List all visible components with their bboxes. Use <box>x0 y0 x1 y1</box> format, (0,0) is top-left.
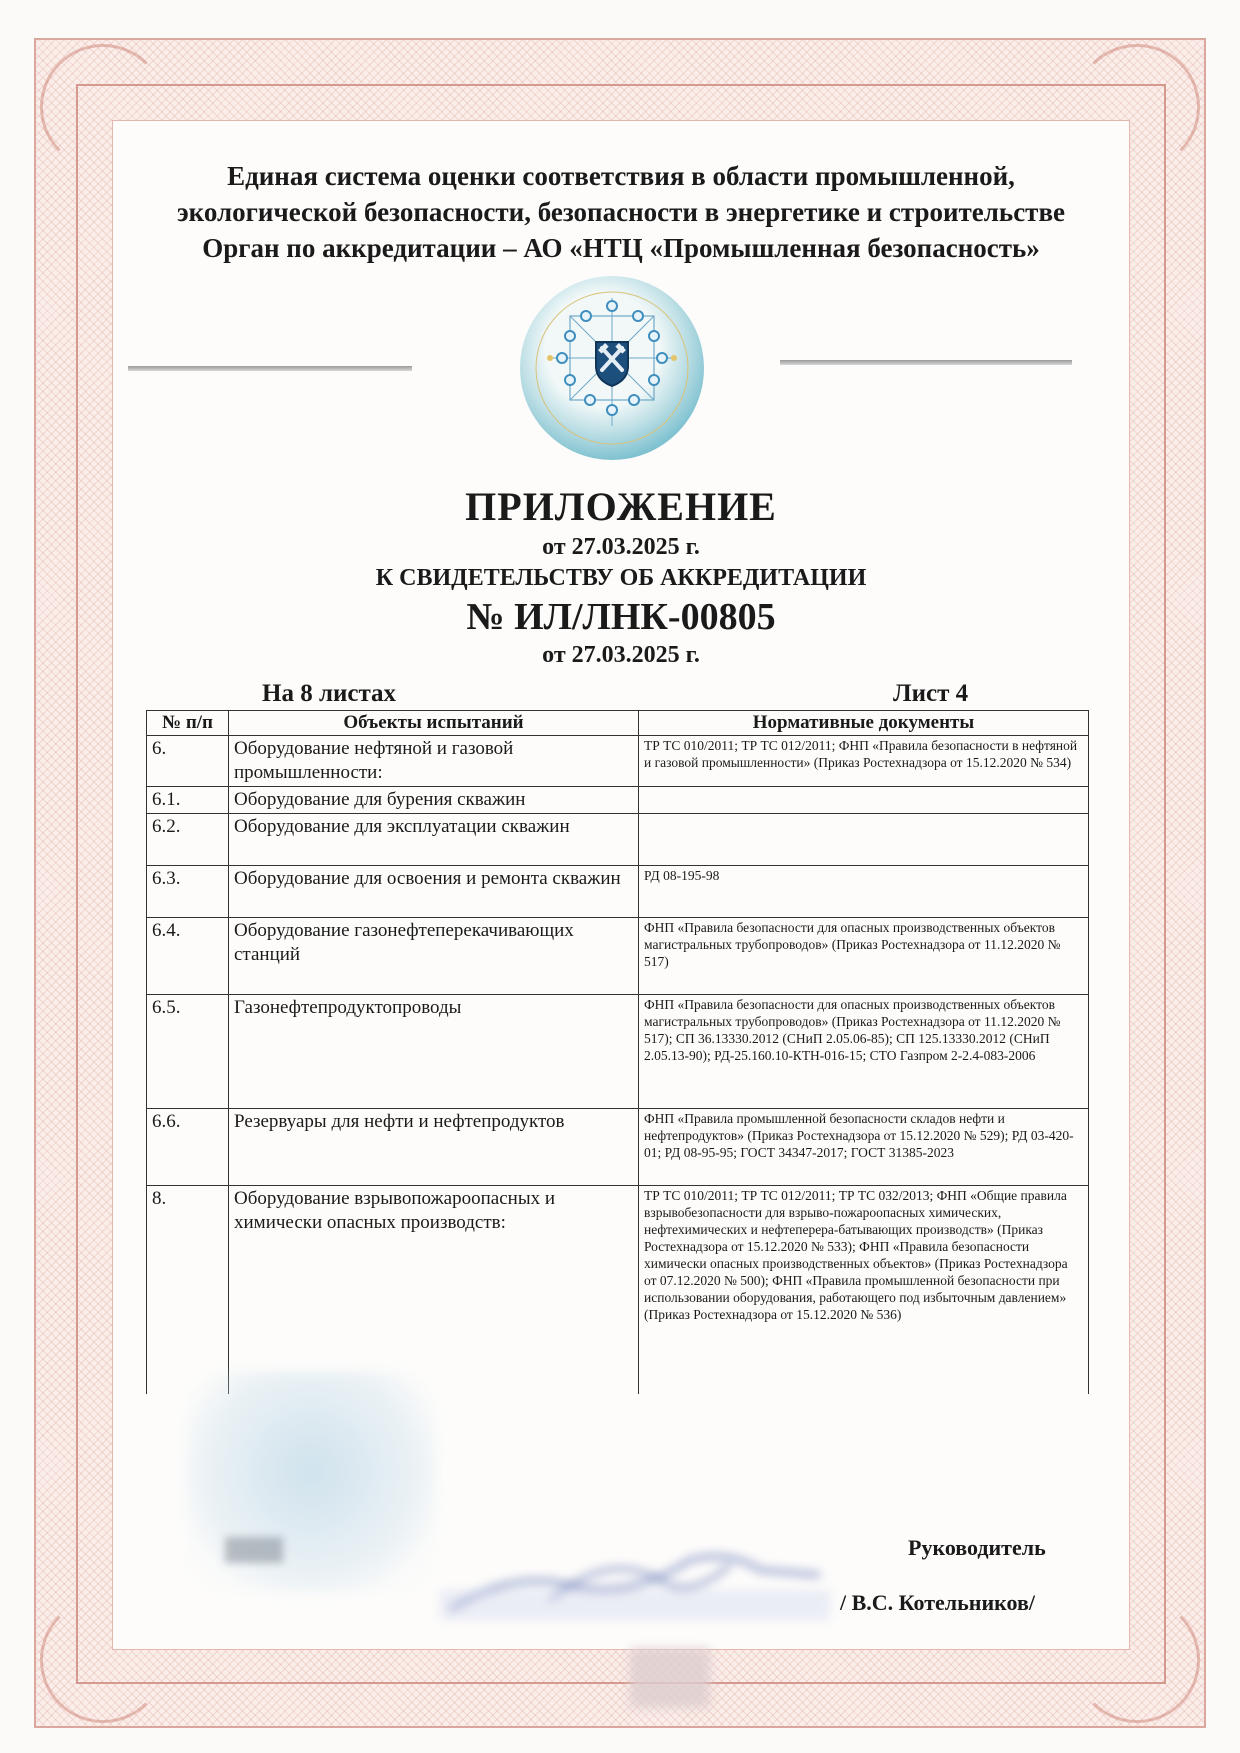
certificate-number: № ИЛ/ЛНК-00805 <box>466 596 776 638</box>
test-object: Оборудование взрывопожароопасных и химически опасных производств: <box>229 1186 639 1394</box>
test-object: Оборудование для бурения скважин <box>229 787 639 814</box>
table-row <box>147 1109 1089 1186</box>
signatory-role: Руководитель <box>908 1535 1046 1560</box>
row-number: 6.1. <box>147 787 229 814</box>
title-block <box>112 482 1130 670</box>
blurred-mark <box>225 1537 283 1563</box>
row-number: 6.6. <box>147 1109 229 1186</box>
normative-docs <box>639 787 1089 814</box>
table-row <box>147 918 1089 995</box>
blurred-stamp <box>186 1372 436 1592</box>
hammer-shield-emblem-icon <box>520 276 704 460</box>
scope-table <box>146 710 1089 1394</box>
row-number: 6. <box>147 736 229 787</box>
table-row <box>147 995 1089 1109</box>
normative-docs: ТР ТС 010/2011; ТР ТС 012/2011; ФНП «Правила безопасности в нефтяной и газовой промышленности» (Приказ Ростехнадзора от 15.12.2020 № 534) <box>639 736 1089 787</box>
test-object: Оборудование для освоения и ремонта скважин <box>229 866 639 918</box>
header-line: Орган по аккредитации – АО «НТЦ «Промышленная безопасность» <box>202 233 1040 263</box>
sheet-count: На 8 листах <box>262 680 397 707</box>
table-row <box>147 787 1089 814</box>
normative-docs: ТР ТС 010/2011; ТР ТС 012/2011; ТР ТС 032/2013; ФНП «Общие правила взрывобезопасности для взрыво-пожароопасных химических, нефтехимических и нефтеперера-батывающих производств» (Приказ Ростехнадзора от 15.12.2020 № 533); ФНП «Правила безопасности химически опасных производственных объектов» (Приказ Ростехнадзора от 07.12.2020 № 500); ФНП «Правила промышленной безопасности при использовании оборудования, работающего под избыточным давлением» (Приказ Ростехнадзора от 15.12.2020 № 536) <box>639 1186 1089 1394</box>
certificate-date: от 27.03.2025 г. <box>542 642 700 668</box>
column-header: № п/п <box>147 711 229 736</box>
normative-docs: ФНП «Правила безопасности для опасных производственных объектов магистральных трубопроводов» (Приказ Ростехнадзора от 11.12.2020 № 517); СП 36.13330.2012 (СНиП 2.05.06-85); СП 125.13330.2012 (СНиП 2.05.13-90); РД-25.160.10-КТН-016-15; СТО Газпром 2-2.4-083-2006 <box>639 995 1089 1109</box>
decorative-rule <box>780 360 1072 365</box>
row-number: 6.5. <box>147 995 229 1109</box>
normative-docs <box>639 814 1089 866</box>
test-object: Оборудование газонефтеперекачивающих станций <box>229 918 639 995</box>
document-title: ПРИЛОЖЕНИЕ <box>465 484 777 529</box>
decorative-rule <box>128 366 412 371</box>
table-row <box>147 814 1089 866</box>
test-object: Оборудование нефтяной и газовой промышленности: <box>229 736 639 787</box>
table-row <box>147 736 1089 787</box>
appendix-date: от 27.03.2025 г. <box>542 534 700 560</box>
normative-docs: ФНП «Правила безопасности для опасных производственных объектов магистральных трубопроводов» (Приказ Ростехнадзора от 11.12.2020 № 517) <box>639 918 1089 995</box>
normative-docs: ФНП «Правила промышленной безопасности складов нефти и нефтепродуктов» (Приказ Ростехнадзора от 15.12.2020 № 529); РД 03-420-01; РД 08-95-95; ГОСТ 34347-2017; ГОСТ 31385-2023 <box>639 1109 1089 1186</box>
test-object: Оборудование для эксплуатации скважин <box>229 814 639 866</box>
table-row <box>147 866 1089 918</box>
blurred-mark <box>630 1648 710 1708</box>
row-number: 6.2. <box>147 814 229 866</box>
issuer-header <box>112 158 1130 266</box>
certificate-caption: К СВИДЕТЕЛЬСТВУ ОБ АККРЕДИТАЦИИ <box>375 565 867 591</box>
test-object: Резервуары для нефти и нефтепродуктов <box>229 1109 639 1186</box>
header-line: Единая система оценки соответствия в области промышленной, <box>227 161 1015 191</box>
header-line: экологической безопасности, безопасности в энергетике и строительстве <box>176 197 1066 227</box>
column-header: Нормативные документы <box>639 711 1089 736</box>
blurred-signature <box>430 1530 840 1630</box>
test-object: Газонефтепродуктопроводы <box>229 995 639 1109</box>
table-row <box>147 1186 1089 1394</box>
column-header: Объекты испытаний <box>229 711 639 736</box>
signatory-name: / В.С. Котельников/ <box>840 1590 1035 1615</box>
sheet-number: Лист 4 <box>893 680 969 707</box>
normative-docs: РД 08-195-98 <box>639 866 1089 918</box>
row-number: 6.4. <box>147 918 229 995</box>
row-number: 6.3. <box>147 866 229 918</box>
table-header-row <box>147 711 1089 736</box>
row-number: 8. <box>147 1186 229 1394</box>
